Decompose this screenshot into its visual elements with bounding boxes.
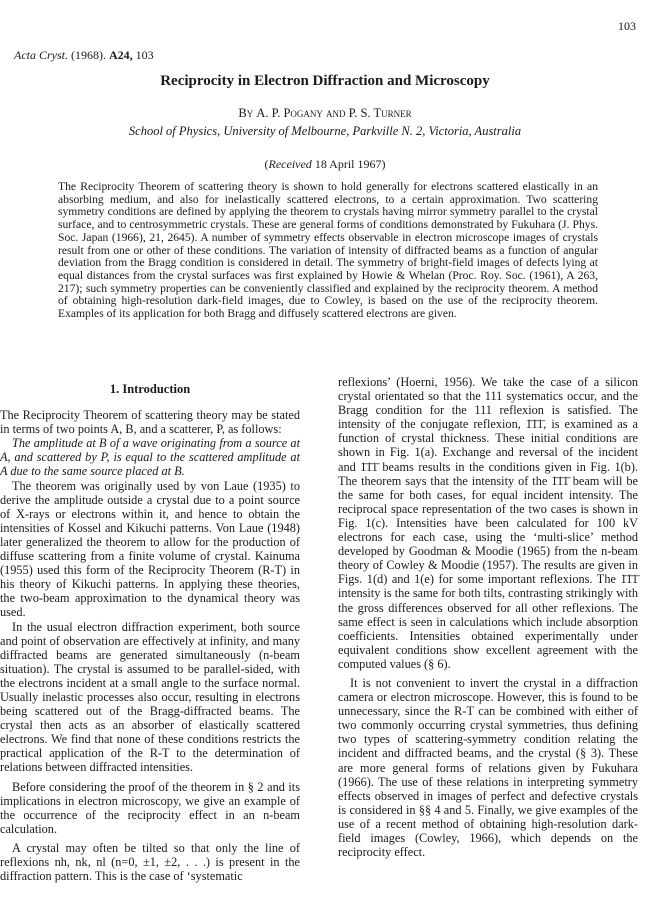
paragraph: Before considering the proof of the theorem in § 2 and its implications in electron microscopy, we give an example of the occurrence of the reciprocity effect in an n-beam calculation. — [0, 779, 300, 836]
paragraph: The Reciprocity Theorem of scattering theory may be stated in terms of two points A, B, and a scatterer, P, as follows: — [0, 408, 300, 437]
paragraph: reflexions’ (Hoerni, 1956). We take the case of a silicon crystal orientated so that the 111 systematics occur, and the Bragg condition for the 111 reflexion is satisfied. The intensity of the conjugate reflexion, 1̄1̄1̄, is examined as a function of crystal thickness. These initial conditions are shown in Fig. 1(a). Exchange and reversal of the incident and 1̄1̄1̄ beams results in the conditions given in Fig. 1(b). The theorem says that the intensity of the 1̄1̄1̄ beam will be the same for both cases, for equal incident intensity. The reciprocal space representation of the two cases is shown in Fig. 1(c). Intensities have been calculated for 100 kV electrons for each case, using the ‘multi-slice’ method developed by Goodman & Moodie (1965) from the n-beam theory of Cowley & Moodie (1957). The results are given in Figs. 1(d) and 1(e) for some important reflexions. The 1̄1̄1̄ intensity is the same for both tilts, contrasting strikingly with the gross differences observed for all other reflexions. The same effect is seen in calculations which include absorption coefficients. Intensities obtained experimentally under equivalent conditions show excellent agreement with the computed values (§ 6). — [338, 375, 638, 671]
paragraph: It is not convenient to invert the crystal in a diffraction camera or electron microscope. However, this is found to be unnecessary, since the R-T can be combined with either of two commonly occurring crystal symmetries, thus defining two types of scattering-symmetry condition relating the incident and diffracted beams, and the crystal (§ 3). These are more general forms of relations given by Fukuhara (1966). The use of these relations in interpreting symmetry effects observed in images of perfect and defective crystals is considered in §§ 4 and 5. Finally, we give examples of the use of a recent method of obtaining high-resolution dark-field images (Cowley, 1966), which depends on the reciprocity effect. — [338, 675, 638, 860]
paragraph: A crystal may often be tilted so that only the line of reflexions nh, nk, nl (n=0, ±1, ±2, . . .) is present in the diffraction pattern. This is the case of ‘systematic — [0, 840, 300, 884]
journal-page: 103 — [135, 48, 154, 62]
page-number: 103 — [618, 19, 636, 33]
journal-name: Acta Cryst. — [14, 48, 68, 62]
left-column — [0, 380, 300, 883]
journal-citation — [14, 48, 154, 63]
author-by: By — [238, 106, 254, 120]
received-value: 18 April 1967 — [314, 157, 382, 171]
received-label: Received — [268, 157, 312, 171]
section-heading: 1. Introduction — [109, 382, 191, 396]
journal-volume: A24, — [109, 48, 133, 62]
journal-year: (1968). — [71, 48, 106, 62]
author-line — [0, 106, 650, 121]
author-names: A. P. Pogany and P. S. Turner — [256, 106, 412, 120]
abstract: The Reciprocity Theorem of scattering theory is shown to hold generally for electrons scattered elastically in an absorbing medium, and also for inelastically scattered electrons, to a certain approximation. Two scattering symmetry conditions are defined by applying the theorem to crystals having mirror symmetry parallel to the crystal surface, and to centrosymmetric crystals. These are general forms of conditions demonstrated by Fukuhara (J. Phys. Soc. Japan (1966), 21, 2645). A number of symmetry effects observable in electron microscope images of crystals result from one or other of these conditions. The variation of intensity of diffracted beams as a function of angular deviation from the Bragg condition is considered in detail. The symmetry of bright-field images of defects lying at equal distances from the crystal surfaces was first explained by Howie & Whelan (Proc. Roy. Soc. (1961), A 263, 217); such symmetry properties can be conveniently classified and explained by the reciprocity theorem. A method of obtaining high-resolution dark-field images, due to Cowley, is based on the use of the reciprocity theorem. Examples of its application for both Bragg and diffusely scattered electrons are given. — [58, 180, 598, 321]
theorem-statement: The amplitude at B of a wave originating from a source at A, and scattered by P, is equal to the scattered amplitude at A due to the same source placed at B. — [0, 436, 300, 479]
received-date: (Received 18 April 1967) — [264, 157, 386, 171]
paper-title: Reciprocity in Electron Diffraction and Microscopy — [160, 73, 490, 89]
paragraph: The theorem was originally used by von Laue (1935) to derive the amplitude outside a crystal due to a point source of X-rays or electrons within it, and hence to obtain the intensities of Kossel and Kikuchi patterns. Von Laue (1948) later generalized the theorem to allow for the production of diffuse scattering from a finite volume of crystal. Kainuma (1955) used this form of the Reciprocity Theorem (R-T) in his theory of Kikuchi patterns. In applying these theories, the two-beam approximation to the dynamical theory was used. — [0, 478, 300, 620]
paragraph: In the usual electron diffraction experiment, both source and point of observation are effectively at infinity, and many diffracted beams are generated simultaneously (n-beam situation). The crystal is assumed to be parallel-sided, with the electrons incident at a small angle to the surface normal. Usually inelastic processes also occur, resulting in electrons being scattered out of the Bragg-diffracted beams. The crystal then acts as an absorber of elastically scattered electrons. We find that none of these conditions restricts the practical application of the R-T to the determination of relations between diffracted intensities. — [0, 619, 300, 775]
right-column — [338, 375, 638, 859]
affiliation: School of Physics, University of Melbourne, Parkville N. 2, Victoria, Australia — [128, 124, 522, 138]
